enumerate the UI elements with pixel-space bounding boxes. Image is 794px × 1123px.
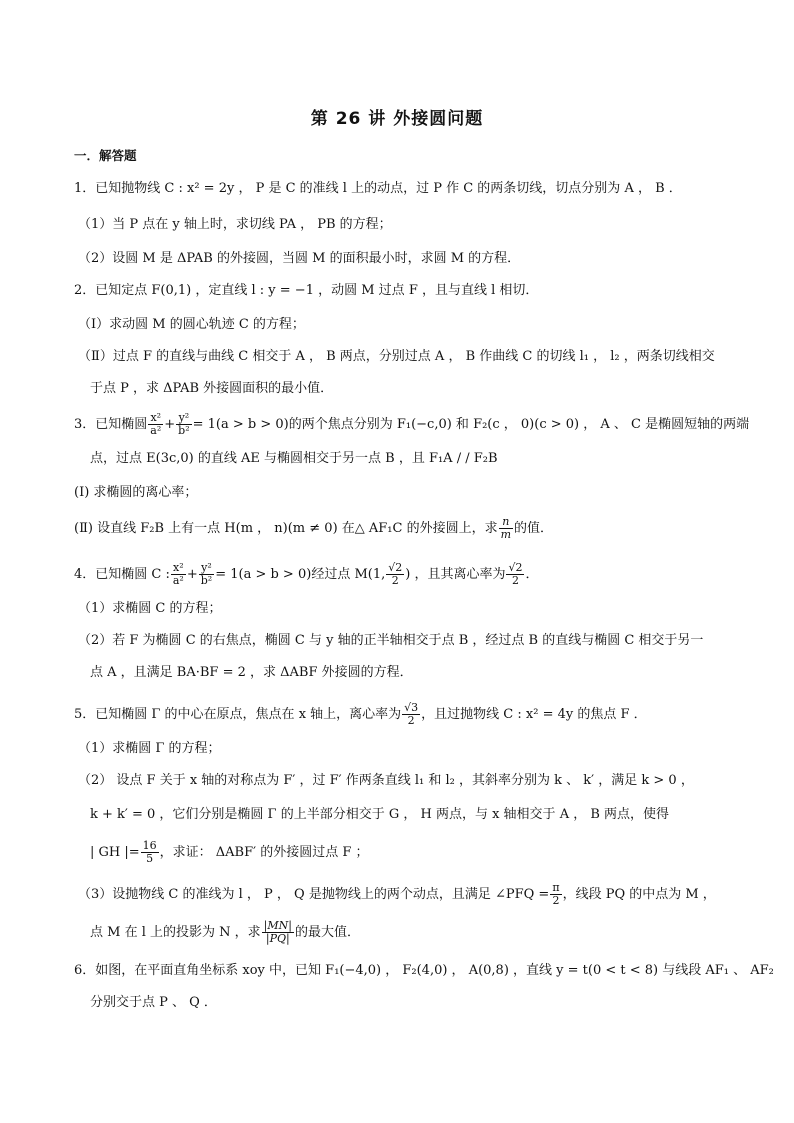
problem-5-part-2-line-3 xyxy=(90,840,369,865)
fraction-denominator: |PQ| xyxy=(265,932,290,945)
fraction-numerator: √2 xyxy=(388,561,403,574)
problem-4-part-1: （1）求椭圆 C 的方程； xyxy=(78,601,222,616)
plus-sign: + xyxy=(186,567,198,582)
problem-5-part-3-line-2-lead: 点 M 在 l 上的投影为 N ，求 xyxy=(90,925,261,940)
problem-2-part-2-line-1: （Ⅱ）过点 F 的直线与曲线 C 相交于 A ， B 两点，分别过点 A ， B 作曲线 C 的切线 l₁ ， l₂ ，两条切线相交 xyxy=(78,349,715,364)
problem-4-stem-mid: 经过点 M(1, xyxy=(311,567,386,582)
ellipse-equation-rest: = 1(a > b > 0) xyxy=(215,567,312,582)
fraction-sqrt2-over-2 xyxy=(386,562,404,587)
fraction-denominator: m xyxy=(500,528,512,541)
fraction-y2-b2 xyxy=(176,412,191,437)
problem-5-part-3-line-2-tail: 的最大值． xyxy=(294,925,360,940)
fraction-16-over-5 xyxy=(141,840,159,865)
problem-4-stem xyxy=(74,562,539,587)
fraction-numerator: π xyxy=(552,881,560,894)
section-heading: 一．解答题 xyxy=(74,148,137,163)
fraction-denominator: 2 xyxy=(511,574,519,587)
fraction-sqrt2-over-2 xyxy=(506,562,524,587)
problem-3-stem-line-1 xyxy=(74,412,749,437)
fraction-denominator: a² xyxy=(150,424,162,437)
fraction-numerator: √2 xyxy=(508,561,523,574)
fraction-numerator: 16 xyxy=(142,839,157,852)
fraction-sqrt3-over-2 xyxy=(402,702,420,727)
problem-5-part-3-line-2 xyxy=(90,920,360,945)
fraction-numerator: y² xyxy=(199,562,214,575)
fraction-y2-b2 xyxy=(199,562,214,587)
problem-5-part-1: （1）求椭圆 Γ 的方程； xyxy=(78,741,221,756)
fraction-n-over-m xyxy=(499,516,513,541)
problem-1-stem: 1．已知抛物线 C : x² = 2y ， P 是 C 的准线 l 上的动点，过 P 作 C 的两条切线，切点分别为 A ， B ． xyxy=(74,181,682,196)
problem-4-part-2-line-2: 点 A ，且满足 BA·BF = 2 ，求 ΔABF 外接圆的方程． xyxy=(90,665,413,680)
problem-3-part-2 xyxy=(74,516,553,541)
problem-6-stem-line-1: 6．如图，在平面直角坐标系 xoy 中，已知 F₁(−4,0) ， F₂(4,0) ， A(0,8) ，直线 y = t(0 < t < 8) 与线段 AF₁ 、 AF₂ xyxy=(74,963,774,978)
problem-3-part-2-tail: 的值． xyxy=(514,521,554,536)
problem-5-part-3-lead: （3）设抛物线 C 的准线为 l ， P ， Q 是抛物线上的两个动点，且满足 ∠PFQ = xyxy=(78,887,550,902)
fraction-pi-over-2 xyxy=(550,882,561,907)
problem-3-part-2-lead: (Ⅱ) 设直线 F₂B 上有一点 H(m ， n)(m ≠ 0) 在△ AF₁C 的外接圆上，求 xyxy=(74,521,498,536)
fraction-denominator: b² xyxy=(178,424,190,437)
problem-2-part-1: （Ⅰ）求动圆 M 的圆心轨迹 C 的方程； xyxy=(78,317,305,332)
problem-6-stem-line-2: 分别交于点 P 、 Q ． xyxy=(90,995,217,1010)
problem-5-part-2-line-2: k + k′ = 0 ，它们分别是椭圆 Γ 的上半部分相交于 G ， H 两点，与 x 轴相交于 A ， B 两点，使得 xyxy=(90,807,670,822)
problem-4-part-2-line-1: （2）若 F 为椭圆 C 的右焦点，椭圆 C 与 y 轴的正半轴相交于点 B ，经过点 B 的直线与椭圆 C 相交于另一 xyxy=(78,633,704,648)
problem-2-part-2-line-2: 于点 P ，求 ΔPAB 外接圆面积的最小值． xyxy=(90,381,334,396)
fraction-denominator: 5 xyxy=(146,852,154,865)
fraction-numerator: y² xyxy=(176,412,191,425)
problem-5-stem xyxy=(74,702,647,727)
problem-5-part-3-tail: ，线段 PQ 的中点为 M ， xyxy=(562,887,716,902)
problem-4-stem-lead: 4．已知椭圆 C : xyxy=(74,567,170,582)
fraction-x2-a2 xyxy=(171,562,186,587)
fraction-denominator: 2 xyxy=(391,574,399,587)
problem-4-stem-mid2: ) ，且其离心率为 xyxy=(405,567,506,582)
problem-1-part-2: （2）设圆 M 是 ΔPAB 的外接圆，当圆 M 的面积最小时，求圆 M 的方程． xyxy=(78,251,521,266)
fraction-denominator: a² xyxy=(172,574,184,587)
page-title: 第 26 讲 外接圆问题 xyxy=(310,109,484,129)
problem-5-stem-lead: 5．已知椭圆 Γ 的中心在原点，焦点在 x 轴上，离心率为 xyxy=(74,707,402,722)
problem-1-part-1: （1）当 P 点在 y 轴上时，求切线 PA ， PB 的方程； xyxy=(78,217,392,232)
problem-5-stem-tail: ，且过抛物线 C : x² = 4y 的焦点 F ． xyxy=(421,707,647,722)
fraction-denominator: 2 xyxy=(552,894,560,907)
fraction-numerator: x² xyxy=(148,412,163,425)
problem-3-stem-tail: 的两个焦点分别为 F₁(−c,0) 和 F₂(c ， 0)(c > 0) ， A 、 C 是椭圆短轴的两端 xyxy=(288,417,750,432)
problem-5-part-2-lead: | GH |= xyxy=(90,845,140,860)
problem-3-stem-line-2: 点，过点 E(3c,0) 的直线 AE 与椭圆相交于另一点 B ，且 F₁A / / F₂B xyxy=(90,451,498,466)
problem-5-part-2-line-1: （2） 设点 F 关于 x 轴的对称点为 F′ ，过 F′ 作两条直线 l₁ 和 l₂ ，其斜率分别为 k 、 k′ ，满足 k > 0 ， xyxy=(78,773,694,788)
fraction-denominator: b² xyxy=(200,574,213,587)
fraction-mn-over-pq xyxy=(262,920,294,945)
plus-sign: + xyxy=(164,417,176,432)
fraction-numerator: x² xyxy=(171,562,186,575)
problem-5-part-3-line-1 xyxy=(78,882,716,907)
fraction-denominator: 2 xyxy=(407,714,415,727)
fraction-numerator: n xyxy=(499,516,513,529)
problem-5-part-2-tail: ，求证： ΔABF′ 的外接圆过点 F ； xyxy=(159,845,369,860)
fraction-numerator: |MN| xyxy=(263,919,292,932)
ellipse-equation-rest: = 1(a > b > 0) xyxy=(192,417,289,432)
fraction-x2-a2 xyxy=(148,412,163,437)
problem-2-stem: 2．已知定点 F(0,1) ，定直线 l : y = −1 ，动圆 M 过点 F ，且与直线 l 相切． xyxy=(74,283,539,298)
fraction-numerator: √3 xyxy=(404,701,419,714)
problem-4-stem-end: ． xyxy=(525,567,539,582)
problem-3-stem-lead: 3．已知椭圆 xyxy=(74,417,148,432)
problem-3-part-1: (Ⅰ) 求椭圆的离心率； xyxy=(74,485,198,500)
